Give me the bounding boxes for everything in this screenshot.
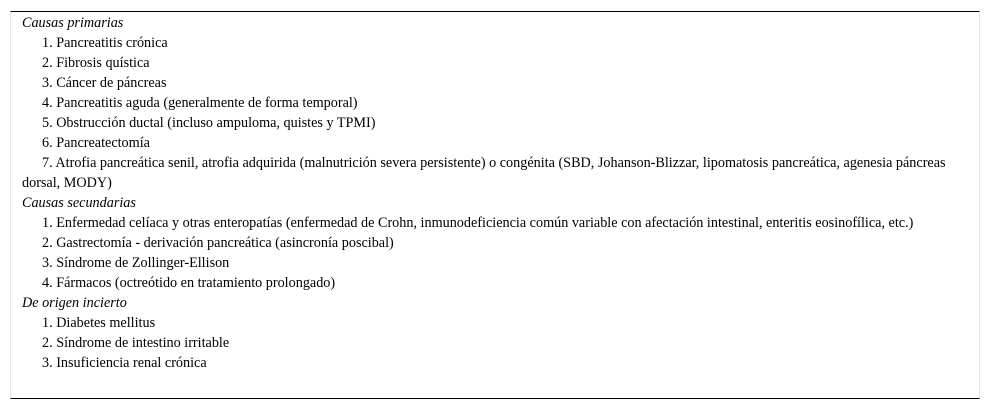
list-item: 3. Síndrome de Zollinger-Ellison — [42, 255, 230, 271]
causes-table — [10, 11, 980, 399]
list-item: 7. Atrofia pancreática senil, atrofia adquirida (malnutrición severa persistente) o congénita (SBD, Johanson-Blizzar, lipomatosis pancreática, agenesia páncreas dorsal, MODY) — [22, 155, 946, 191]
list-item: 6. Pancreatectomía — [42, 135, 150, 151]
list-item: 4. Pancreatitis aguda (generalmente de forma temporal) — [42, 95, 358, 111]
table-content — [22, 13, 972, 373]
list-item: 2. Gastrectomía - derivación pancreática (asincronía poscibal) — [42, 235, 394, 251]
section-title-uncertain: De origen incierto — [22, 295, 127, 311]
list-item: 2. Fibrosis quística — [42, 55, 150, 71]
list-item: 5. Obstrucción ductal (incluso ampuloma, quistes y TPMI) — [42, 115, 376, 131]
list-item: 4. Fármacos (octreótido en tratamiento prolongado) — [42, 275, 336, 291]
list-item: 2. Síndrome de intestino irritable — [42, 335, 230, 351]
section-title-primary: Causas primarias — [22, 15, 124, 31]
list-item: 1. Diabetes mellitus — [42, 315, 156, 331]
list-item: 3. Insuficiencia renal crónica — [42, 355, 207, 371]
section-title-secondary: Causas secundarias — [22, 195, 136, 211]
list-item: 1. Pancreatitis crónica — [42, 35, 168, 51]
list-item: 3. Cáncer de páncreas — [42, 75, 167, 91]
list-item: 1. Enfermedad celíaca y otras enteropatías (enfermedad de Crohn, inmunodeficiencia común variable con afectación intestinal, enteritis eosinofílica, etc.) — [42, 215, 914, 231]
